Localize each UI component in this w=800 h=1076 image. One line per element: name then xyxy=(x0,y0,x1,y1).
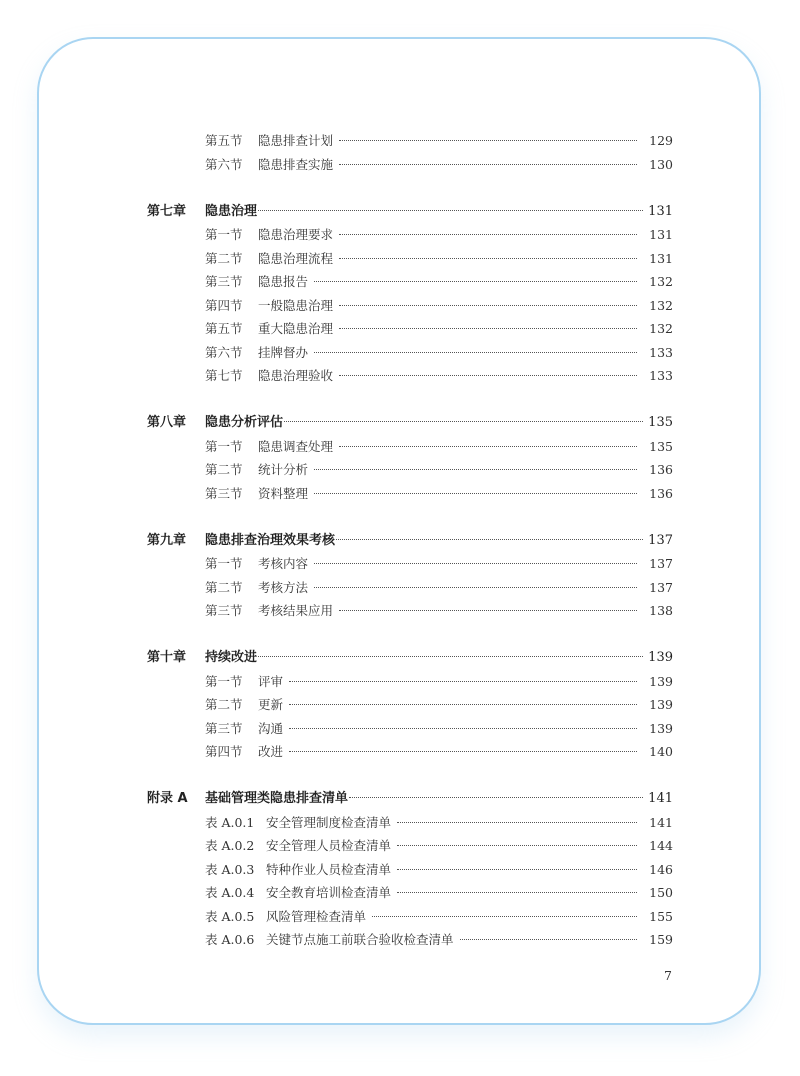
dot-leader xyxy=(314,587,637,588)
entry-page: 129 xyxy=(649,133,673,148)
entry-title: 一般隐患治理 xyxy=(258,297,334,313)
entry-title: 挂牌督办 xyxy=(258,344,309,360)
dot-leader xyxy=(460,939,637,940)
entry-title: 资料整理 xyxy=(258,485,309,501)
toc-section-entry[interactable] xyxy=(147,341,673,365)
spacer xyxy=(147,176,673,200)
dot-leader xyxy=(372,916,637,917)
entry-label: 附录 A xyxy=(147,791,188,806)
entry-title: 隐患分析评估 xyxy=(205,415,284,430)
toc-section-entry[interactable] xyxy=(147,129,673,153)
dot-leader xyxy=(397,822,637,823)
entry-title: 隐患排查实施 xyxy=(258,156,334,172)
entry-label: 表 A.0.5 xyxy=(205,908,255,924)
toc-section-entry[interactable] xyxy=(147,905,673,929)
entry-title: 隐患报告 xyxy=(258,274,309,289)
entry-page: 137 xyxy=(648,532,673,548)
dot-leader xyxy=(314,493,637,494)
entry-label: 第一节 xyxy=(205,556,243,571)
dot-leader xyxy=(339,610,637,611)
entry-label: 第三节 xyxy=(205,485,243,501)
toc-section-entry[interactable] xyxy=(147,740,673,764)
entry-label: 第一节 xyxy=(205,438,243,454)
entry-title: 改进 xyxy=(258,744,284,759)
entry-page: 159 xyxy=(649,932,673,947)
entry-page: 133 xyxy=(649,368,673,383)
entry-page: 140 xyxy=(649,744,673,759)
entry-title: 隐患排查计划 xyxy=(258,133,334,148)
entry-title: 安全管理制度检查清单 xyxy=(266,814,392,830)
entry-label: 第六节 xyxy=(205,344,243,360)
dot-leader xyxy=(339,305,637,306)
entry-label: 第四节 xyxy=(205,297,243,313)
dot-leader xyxy=(339,375,637,376)
entry-title: 隐患治理验收 xyxy=(258,368,334,383)
entry-label: 第八章 xyxy=(147,415,187,430)
entry-page: 131 xyxy=(649,250,673,266)
entry-label: 第三节 xyxy=(205,274,243,289)
toc-chapter-entry[interactable] xyxy=(147,646,673,670)
entry-page: 144 xyxy=(649,838,673,853)
toc-section-entry[interactable] xyxy=(147,294,673,318)
entry-title: 持续改进 xyxy=(205,650,258,665)
entry-label: 第十章 xyxy=(147,650,187,665)
dot-leader xyxy=(339,328,637,329)
entry-page: 136 xyxy=(649,462,673,477)
dot-leader xyxy=(349,797,643,798)
entry-label: 第九章 xyxy=(147,532,187,548)
entry-label: 第二节 xyxy=(205,462,243,477)
entry-page: 137 xyxy=(649,579,673,595)
toc-section-entry[interactable] xyxy=(147,317,673,341)
entry-title: 统计分析 xyxy=(258,462,309,477)
entry-label: 第五节 xyxy=(205,133,243,148)
dot-leader xyxy=(289,704,637,705)
entry-label: 第四节 xyxy=(205,744,243,759)
entry-title: 隐患治理流程 xyxy=(258,250,334,266)
toc-chapter-entry[interactable] xyxy=(147,411,673,435)
spacer xyxy=(147,764,673,788)
entry-title: 安全管理人员检查清单 xyxy=(266,838,392,853)
entry-title: 考核内容 xyxy=(258,556,309,571)
toc-section-entry[interactable] xyxy=(147,270,673,294)
dot-leader xyxy=(289,728,637,729)
toc-section-entry[interactable] xyxy=(147,717,673,741)
entry-title: 风险管理检查清单 xyxy=(266,908,367,924)
dot-leader xyxy=(314,469,637,470)
entry-page: 136 xyxy=(649,485,673,501)
entry-title: 关键节点施工前联合验收检查清单 xyxy=(266,932,454,947)
dot-leader xyxy=(258,656,643,657)
toc-section-entry[interactable] xyxy=(147,247,673,271)
dot-leader xyxy=(397,845,637,846)
toc-section-entry[interactable] xyxy=(147,928,673,952)
entry-page: 150 xyxy=(649,885,673,900)
toc-section-entry[interactable] xyxy=(147,458,673,482)
entry-title: 隐患治理要求 xyxy=(258,227,334,242)
dot-leader xyxy=(336,539,643,540)
toc-section-entry[interactable] xyxy=(147,552,673,576)
entry-label: 表 A.0.2 xyxy=(205,838,255,853)
entry-page: 139 xyxy=(649,673,673,689)
entry-label: 第一节 xyxy=(205,673,243,689)
dot-leader xyxy=(314,352,637,353)
entry-page: 131 xyxy=(649,227,673,242)
entry-title: 考核结果应用 xyxy=(258,603,334,618)
entry-page: 135 xyxy=(648,415,673,430)
dot-leader xyxy=(314,563,637,564)
entry-page: 133 xyxy=(649,344,673,360)
entry-page: 135 xyxy=(649,438,673,454)
entry-title: 考核方法 xyxy=(258,579,309,595)
toc-section-entry[interactable] xyxy=(147,811,673,835)
toc-chapter-entry[interactable] xyxy=(147,200,673,224)
entry-page: 130 xyxy=(649,156,673,172)
entry-page: 138 xyxy=(649,603,673,618)
entry-page: 141 xyxy=(648,791,673,806)
entry-page: 132 xyxy=(649,321,673,336)
spacer xyxy=(147,388,673,412)
dot-leader xyxy=(339,164,637,165)
entry-page: 155 xyxy=(649,908,673,924)
dot-leader xyxy=(314,281,637,282)
entry-label: 第三节 xyxy=(205,603,243,618)
entry-page: 139 xyxy=(649,720,673,736)
toc-chapter-entry[interactable] xyxy=(147,787,673,811)
entry-title: 特种作业人员检查清单 xyxy=(266,861,392,877)
entry-label: 第一节 xyxy=(205,227,243,242)
entry-title: 评审 xyxy=(258,673,284,689)
toc-section-entry[interactable] xyxy=(147,223,673,247)
toc-section-entry[interactable] xyxy=(147,153,673,177)
toc-section-entry[interactable] xyxy=(147,599,673,623)
dot-leader xyxy=(339,140,637,141)
dot-leader xyxy=(339,446,637,447)
entry-label: 第二节 xyxy=(205,579,243,595)
entry-label: 第三节 xyxy=(205,720,243,736)
entry-label: 表 A.0.4 xyxy=(205,885,255,900)
entry-title: 重大隐患治理 xyxy=(258,321,334,336)
spacer xyxy=(147,623,673,647)
entry-label: 第七节 xyxy=(205,368,243,383)
entry-label: 表 A.0.1 xyxy=(205,814,255,830)
entry-label: 表 A.0.3 xyxy=(205,861,255,877)
page-number: 7 xyxy=(664,968,672,983)
toc-section-entry[interactable] xyxy=(147,364,673,388)
entry-page: 132 xyxy=(649,274,673,289)
entry-title: 隐患排查治理效果考核 xyxy=(205,532,336,548)
entry-page: 131 xyxy=(648,203,673,219)
entry-page: 132 xyxy=(649,297,673,313)
toc-section-entry[interactable] xyxy=(147,858,673,882)
entry-title: 基础管理类隐患排查清单 xyxy=(205,791,349,806)
dot-leader xyxy=(397,892,637,893)
entry-label: 第六节 xyxy=(205,156,243,172)
toc-chapter-entry[interactable] xyxy=(147,529,673,553)
entry-title: 隐患调查处理 xyxy=(258,438,334,454)
entry-label: 第五节 xyxy=(205,321,243,336)
dot-leader xyxy=(284,421,643,422)
entry-page: 137 xyxy=(649,556,673,571)
spacer xyxy=(147,505,673,529)
toc-section-entry[interactable] xyxy=(147,834,673,858)
toc-section-entry[interactable] xyxy=(147,881,673,905)
entry-title: 安全教育培训检查清单 xyxy=(266,885,392,900)
entry-page: 141 xyxy=(649,814,673,830)
dot-leader xyxy=(258,210,643,211)
dot-leader xyxy=(339,258,637,259)
toc-section-entry[interactable] xyxy=(147,482,673,506)
dot-leader xyxy=(397,869,637,870)
dot-leader xyxy=(339,234,637,235)
entry-title: 更新 xyxy=(258,697,284,712)
entry-label: 表 A.0.6 xyxy=(205,932,255,947)
entry-page: 146 xyxy=(649,861,673,877)
toc-section-entry[interactable] xyxy=(147,670,673,694)
toc-section-entry[interactable] xyxy=(147,435,673,459)
entry-label: 第二节 xyxy=(205,250,243,266)
dot-leader xyxy=(289,751,637,752)
toc-section-entry[interactable] xyxy=(147,576,673,600)
table-of-contents xyxy=(147,129,673,952)
dot-leader xyxy=(289,681,637,682)
entry-title: 沟通 xyxy=(258,720,284,736)
toc-section-entry[interactable] xyxy=(147,693,673,717)
entry-label: 第二节 xyxy=(205,697,243,712)
entry-page: 139 xyxy=(649,697,673,712)
entry-page: 139 xyxy=(648,650,673,665)
entry-title: 隐患治理 xyxy=(205,203,258,219)
entry-label: 第七章 xyxy=(147,203,187,219)
